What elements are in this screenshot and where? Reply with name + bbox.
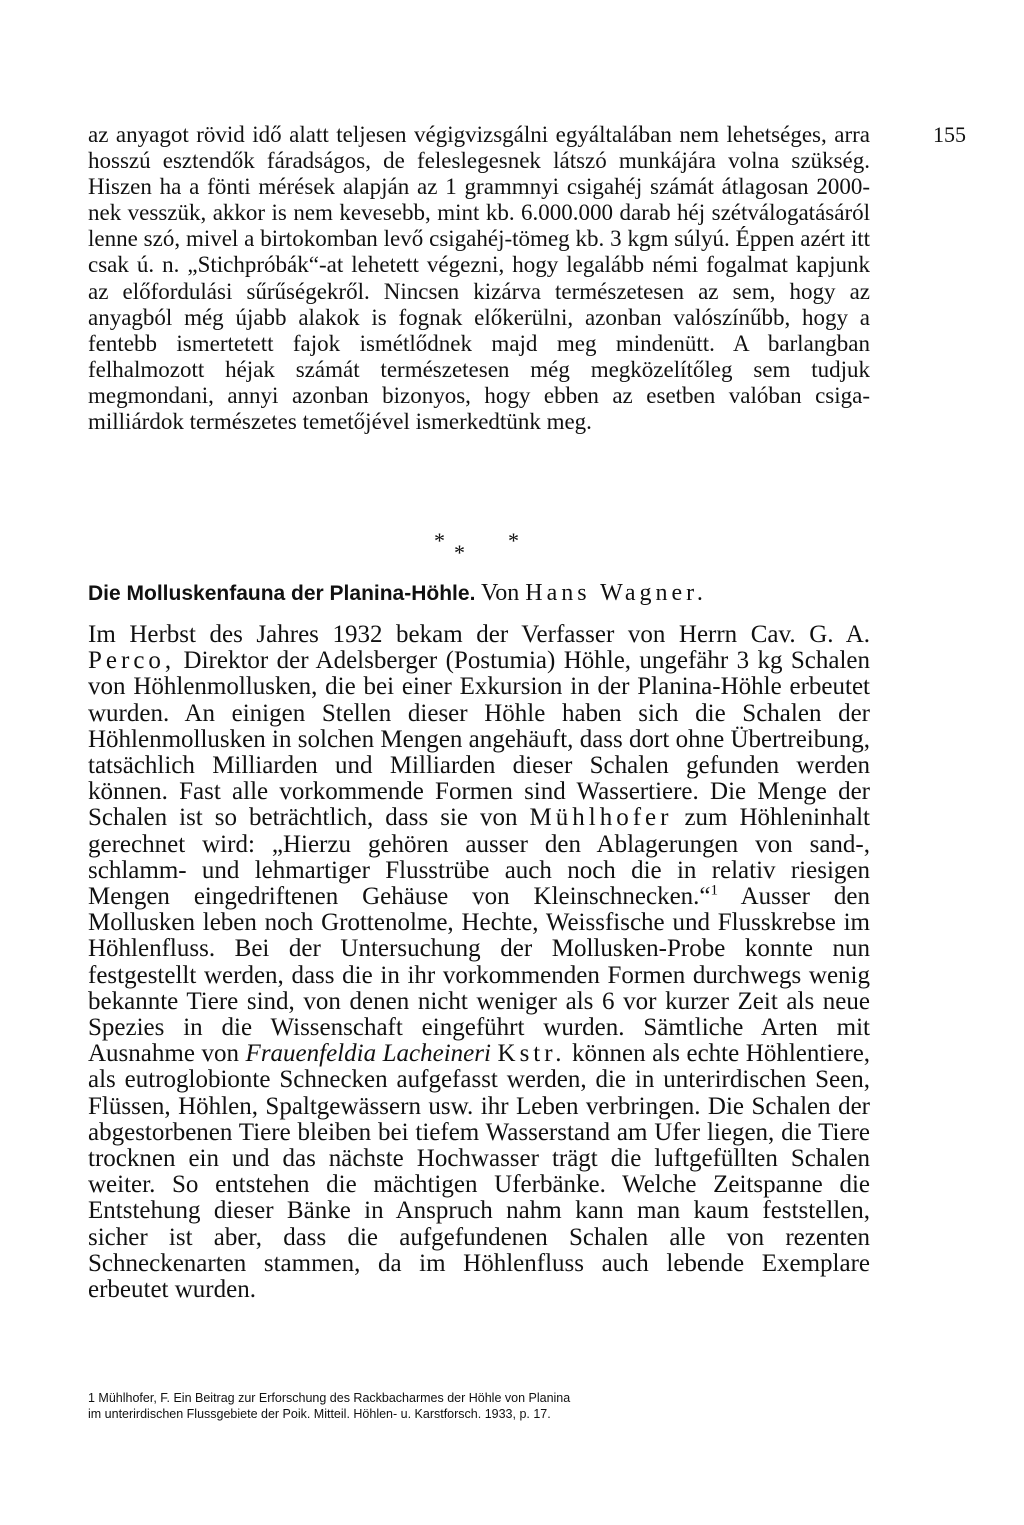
name-muhlhofer: Mühlhofer — [529, 804, 673, 832]
german-text-5: können als echte Höhlentiere, als eutroglobionte Schnecken aufgefasst werden, die in unterirdischen Seen, Flüssen, Höhlen, Spaltgewässern usw. ihr Leben verbringen. Die Schalen der abgestorbenen Tiere bleiben bei tiefem Wasserstand am Ufer liegen, die Tiere trocknen ein und das nächste Hochwasser trägt die luftgefüllten Schalen weiter. So entstehen die mächtigen Uferbänke. Welche Zeitspanne die Entstehung dieser Bänke in Anspruch nahm kann man kaum feststellen, sicher ist aber, dass die aufgefundenen Schalen alle von rezenten Schneckenarten stammen, da im Höhlenfluss auch lebende Exemplare erbeutet wurden. — [88, 1040, 871, 1304]
separator-star: * — [434, 528, 445, 553]
footnote-line-2: im unterirdischen Flussgebiete der Poik. Mitteil. Höhlen- u. Karstforsch. 1933, p. 17. — [88, 1407, 551, 1421]
separator-star: * — [454, 540, 465, 565]
page-number: 155 — [933, 122, 966, 147]
german-paragraph — [88, 622, 870, 1303]
german-text-4: Ausser den Mollusken leben noch Grottenolme, Hechte, Weissfische und Flusskrebse im Höhlenfluss. Bei der Untersuchung der Mollusken-Probe konnte nun festgestellt werden, dass die in ihr vorkommenden Formen durchwegs wenig bekannte Tiere sind, von denen nicht weniger als 6 vor kurzer Zeit als neue Spezies in die Wissenschaft eingeführt wurden. Sämtliche Arten mit Ausnahme von — [88, 883, 871, 1068]
section-heading — [88, 580, 870, 607]
german-text-2: Direktor der Adelsberger (Postumia) Höhle, ungefähr 3 kg Schalen von Höhlenmollusken, die bei einer Exkursion in der Planina-Höhle erbeutet wurden. An einigen Stellen dieser Höhle haben sich die Schalen der Höhlenmollusken in solchen Mengen angehäuft, dass dort ohne Übertreibung, tatsächlich Milliarden und Milliarden dieser Schalen gefunden werden können. Fast alle vorkommende Formen sind Wassertiere. Die Menge der Schalen ist so beträchtlich, dass sie von — [88, 647, 870, 832]
author-prefix: Von — [480, 580, 520, 606]
footnote-reference: 1 — [710, 882, 719, 899]
author-name: Hans Wagner. — [525, 580, 707, 606]
separator-star: * — [508, 528, 519, 553]
species-name: Frauenfeldia Lacheineri — [245, 1040, 491, 1068]
footnote — [88, 1390, 870, 1422]
section-title: Die Molluskenfauna der Planina-Höhle. — [88, 582, 476, 605]
name-kstr: Kstr. — [497, 1040, 566, 1068]
german-text-3: zum Höhleninhalt gerechnet wird: „Hierzu gehören ausser den Ablagerungen von sand-, schlamm- und lehmartiger Flusstrübe auch noch die in relativ riesigen Mengen eingedriftenen Gehäuse von Kleinschnecken.“ — [88, 804, 871, 911]
german-text-1: Im Herbst des Jahres 1932 bekam der Verfasser von Herrn Cav. G. A. — [88, 621, 870, 648]
name-perco: Perco, — [88, 647, 176, 675]
section-separator — [408, 528, 548, 568]
hungarian-paragraph: az anyagot rövid idő alatt teljesen végigvizsgálni egyáltalában nem lehetséges, arra hosszú esztendők fáradságos, de feleslegesnek látszó munkájára volna szükség. Hiszen ha a fönti mérések alapján az 1 grammnyi csigahéj számát átlagosan 2000-nek vesszük, akkor is nem kevesebb, mint kb. 6.000.000 darab héj szétválogatásáról lenne szó, mivel a birtokomban levő csigahéj-tömeg kb. 3 kgm súlyú. Éppen azért itt csak ú. n. „Stichpróbák“-at lehetett végezni, hogy legalább némi fogalmat kapjunk az előfordulási sűrűségekről. Nincsen kizárva természetesen az sem, hogy az anyagból még újabb alakok is fognak előkerülni, azonban valószínűbb, hogy a fentebb ismertetett fajok ismétlődnek majd meg mindenütt. A barlangban felhalmozott héjak számát természetesen még megközelítőleg sem tudjuk megmondani, annyi azonban bizonyos, hogy ebben az esetben valóban csiga-milliárdok természetes temetőjével ismerkedtünk meg. — [88, 122, 870, 435]
footnote-line-1: 1 Mühlhofer, F. Ein Beitrag zur Erforschung des Rackbacharmes der Höhle von Planina — [88, 1391, 571, 1405]
